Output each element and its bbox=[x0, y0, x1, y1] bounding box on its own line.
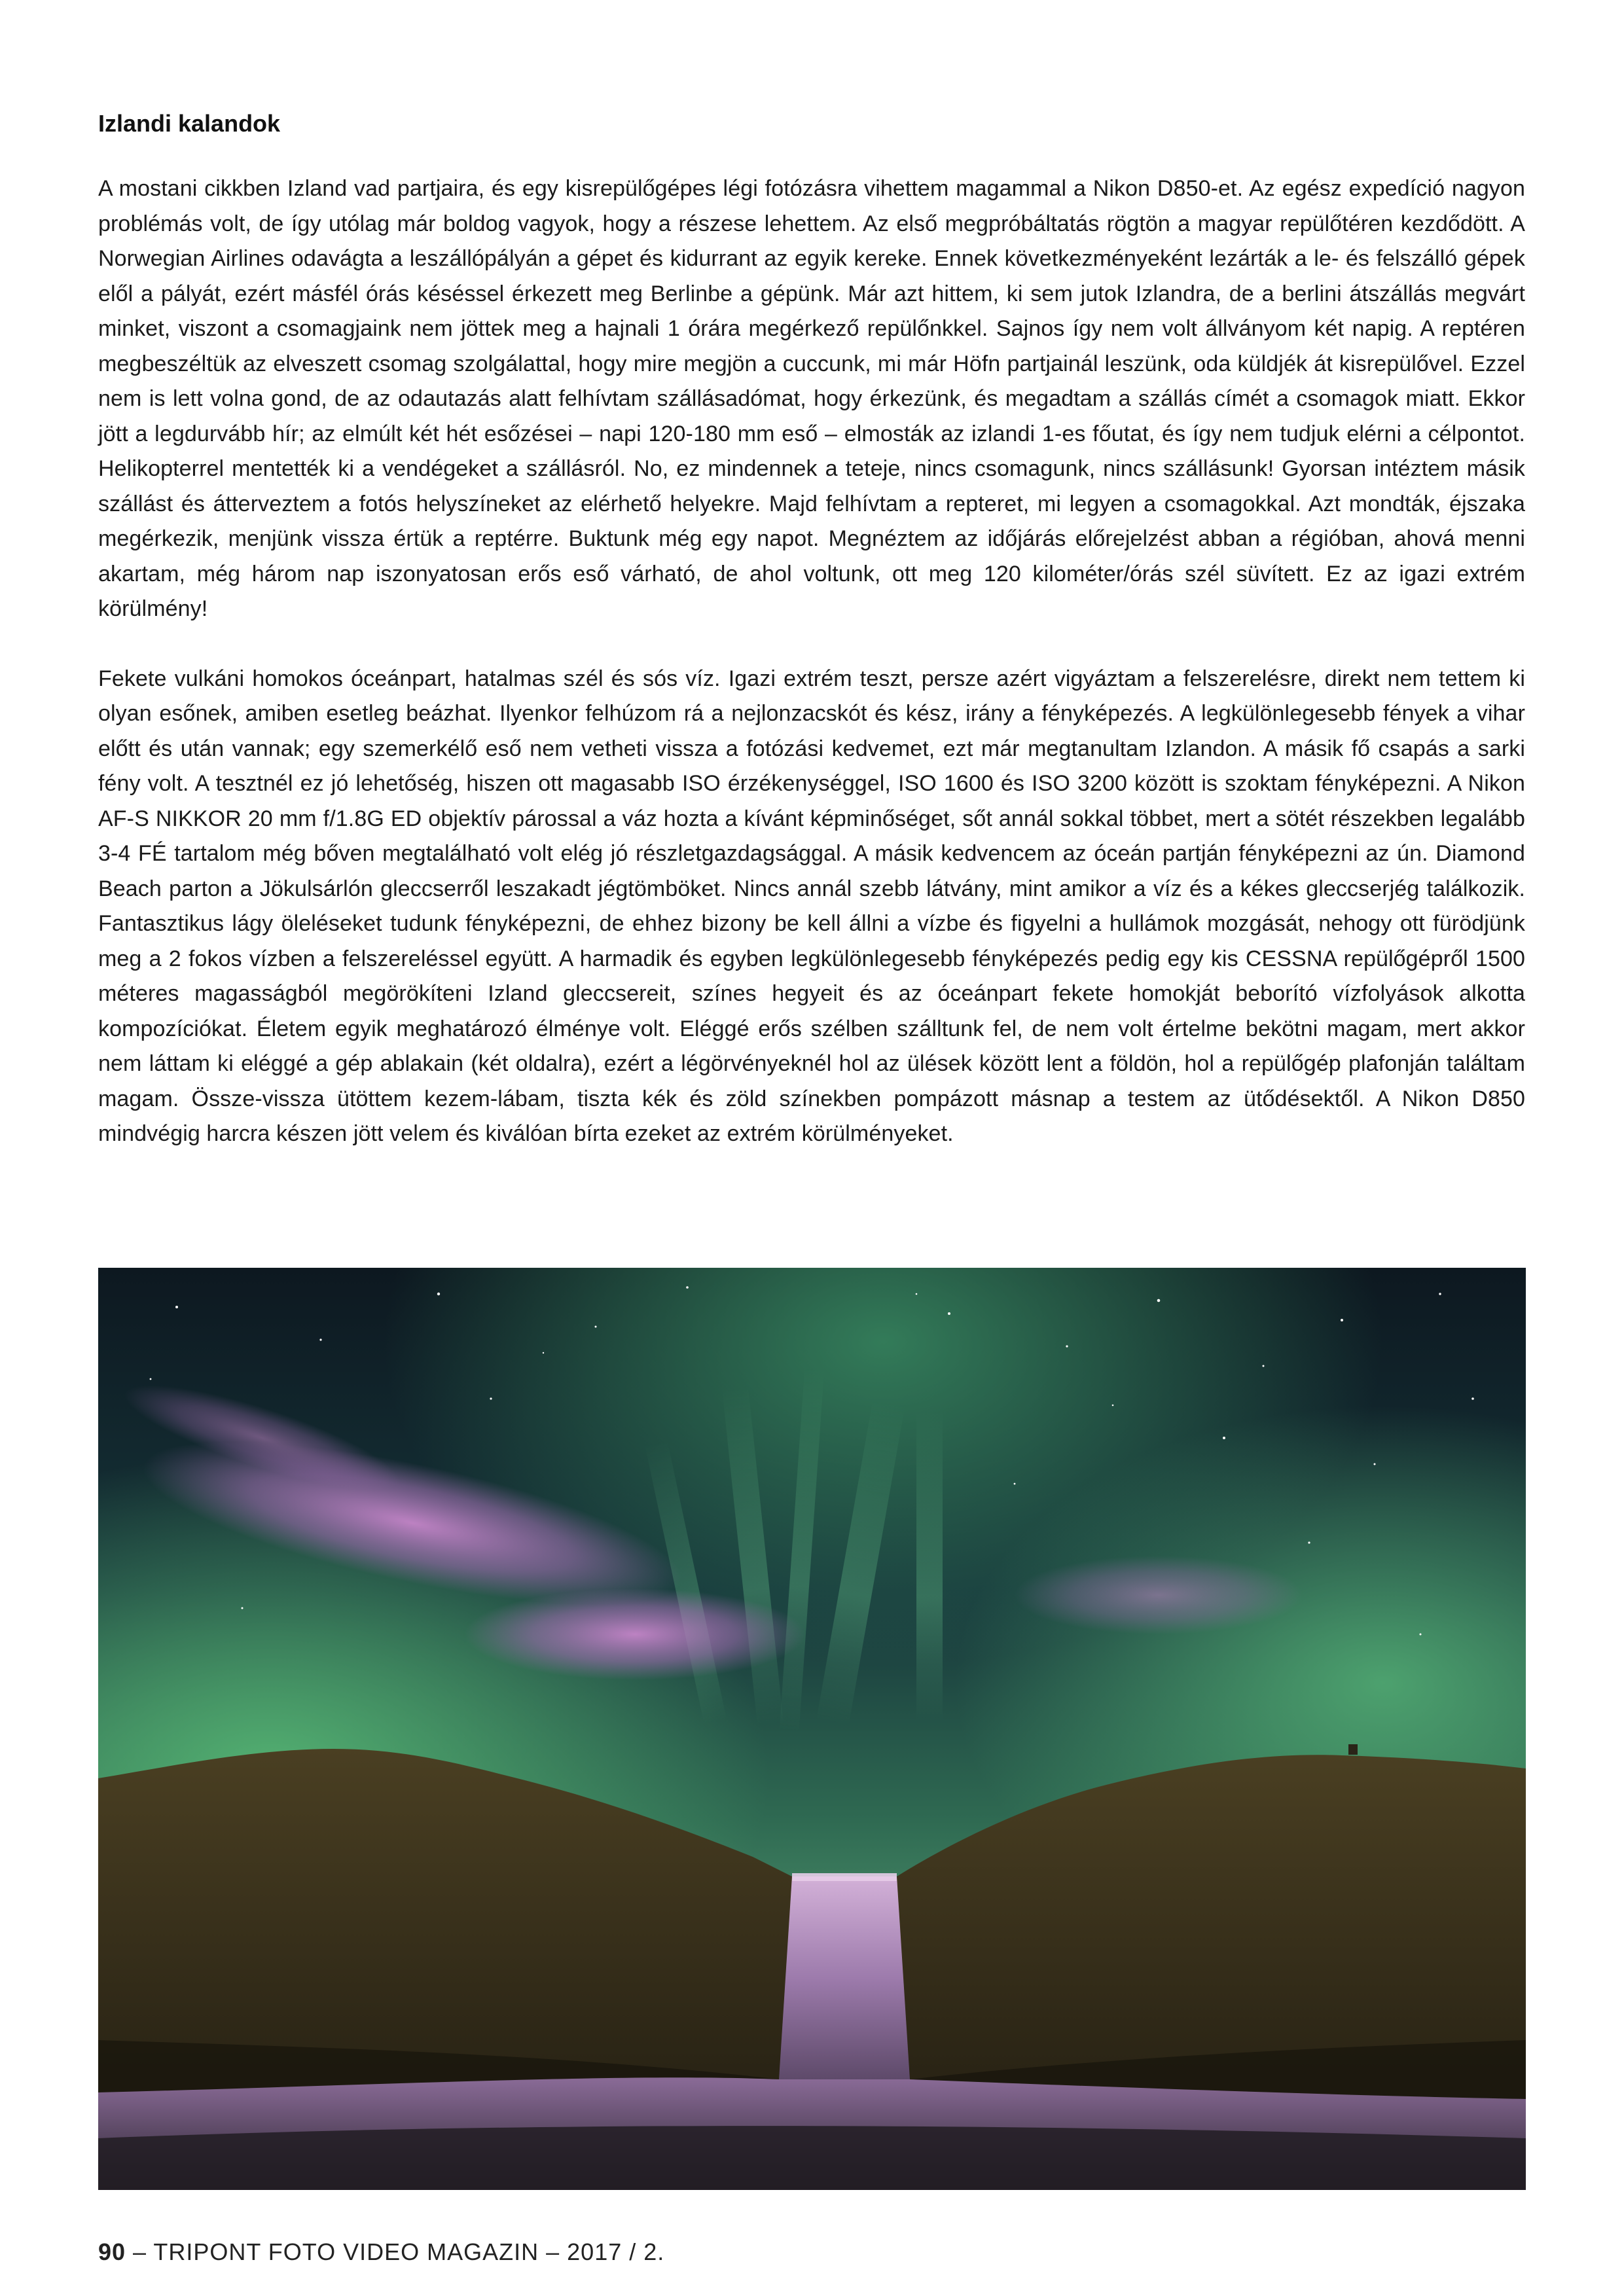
article-paragraph-1: A mostani cikkben Izland vad partjaira, és egy kisrepülőgépes légi fotózásra vihettem magammal a Nikon D850-et. Az egész expedíció nagyon problémás volt, de így utólag már boldog vagyok, hogy a részese lehettem. Az első megpróbáltatás rögtön a magyar repülőtéren kezdődött. A Norwegian Airlines odavágta a leszállópályán a gépet és kidurrant az egyik kereke. Ennek következményeként lezárták a le- és felszálló gépek elől a pályát, ezért másfél órás késéssel érkezett meg Berlinbe a gépünk. Már azt hittem, ki sem jutok Izlandra, de a berlini átszállás megvárt minket, viszont a csomagjaink nem jöttek meg a hajnali 1 órára megérkező repülőnkkel. Sajnos így nem volt állványom két napig. A reptéren megbeszéltük az elveszett csomag szolgálattal, hogy mire megjön a cuccunk, mi már Höfn partjainál leszünk, oda küldjék át kisrepülővel. Ezzel nem is lett volna gond, de az odautazás alatt felhívtam szállásadómat, hogy érkezünk, és megadtam a szállás címét a csomagok miatt. Ekkor jött a legdurvább hír; az elmúlt két hét esőzései – napi 120-180 mm eső – elmosták az izlandi 1-es főutat, és így nem tudjuk elérni a célpontot. Helikopterrel mentették ki a vendégeket a szállásról. No, ez mindennek a teteje, nincs csomagunk, nincs szállásunk! Gyorsan intéztem másik szállást és átterveztem a fotós helyszíneket az elérhető helyekre. Majd felhívtam a repteret, mi legyen a csomagokkal. Azt mondták, éjszaka megérkezik, menjünk vissza értük a reptérre. Buktunk még egy napot. Megnéztem az időjárás előrejelzést abban a régióban, ahová menni akartam, még három nap iszonyatosan erős eső várható, de ahol voltunk, ott meg 120 kilométer/órás szél süvített. Ez az igazi extrém körülmény! bbox=[98, 176, 1525, 621]
article-body bbox=[98, 171, 1525, 1152]
publication-name: – TRIPONT FOTO VIDEO MAGAZIN – 2017 / 2. bbox=[126, 2238, 665, 2265]
article-paragraph-2: Fekete vulkáni homokos óceánpart, hatalmas szél és sós víz. Igazi extrém teszt, persze azért vigyáztam a felszerelésre, direkt nem tettem ki olyan esőnek, amiben esetleg beázhat. Ilyenkor felhúzom rá a nejlonzacskót és kész, irány a fényképezés. A legkülönlegesebb fények a vihar előtt és után vannak; egy szemerkélő eső nem vetheti vissza a fotózási kedvemet, ezt már megtanultam Izlandon. A másik fő csapás a sarki fény volt. A tesztnél ez jó lehetőség, hiszen ott magasabb ISO érzékenységgel, ISO 1600 és ISO 3200 között is szoktam fényképezni. A Nikon AF-S NIKKOR 20 mm f/1.8G ED objektív párossal a váz hozta a kívánt képminőséget, sőt annál sokkal többet, mert a sötét részekben legalább 3-4 FÉ tartalom még bőven megtalálható volt elég jó részletgazdagsággal. A másik kedvencem az óceán partján fényképezni az ún. Diamond Beach parton a Jökulsárlón gleccserről leszakadt jégtömböket. Nincs annál szebb látvány, mint amikor a víz és a kékes gleccserjég találkozik. Fantasztikus lágy öleléseket tudunk fényképezni, de ehhez bizony be kell állni a vízbe és figyelni a hullámok mozgását, nehogy ott fürödjünk meg a 2 fokos vízben a felszereléssel együtt. A harmadik és egyben legkülönlegesebb fényképezés pedig egy kis CESSNA repülőgépről 1500 méteres magasságból megörökíteni Izland gleccsereit, színes hegyeit és az óceánpart fekete homokját beborító vízfolyások alkotta kompozíciókat. Életem egyik meghatározó élménye volt. Eléggé erős szélben szálltunk fel, de nem volt értelme bekötni magam, mert akkor nem láttam ki eléggé a gép ablakain (két oldalra), ezért a légörvényeknél hol az ülések között lent a földön, hol a repülőgép plafonján találtam magam. Össze-vissza ütöttem kezem-lábam, tiszta kék és zöld színekben pompázott másnap a testem az ütődésektől. A Nikon D850 mindvégig harcra készen jött velem és kiválóan bírta ezeket az extrém körülményeket. bbox=[98, 666, 1525, 1146]
page-footer bbox=[98, 2238, 664, 2266]
article-title: Izlandi kalandok bbox=[98, 110, 281, 137]
page-number: 90 bbox=[98, 2238, 126, 2265]
aurora-waterfall-photo bbox=[98, 1268, 1526, 2190]
